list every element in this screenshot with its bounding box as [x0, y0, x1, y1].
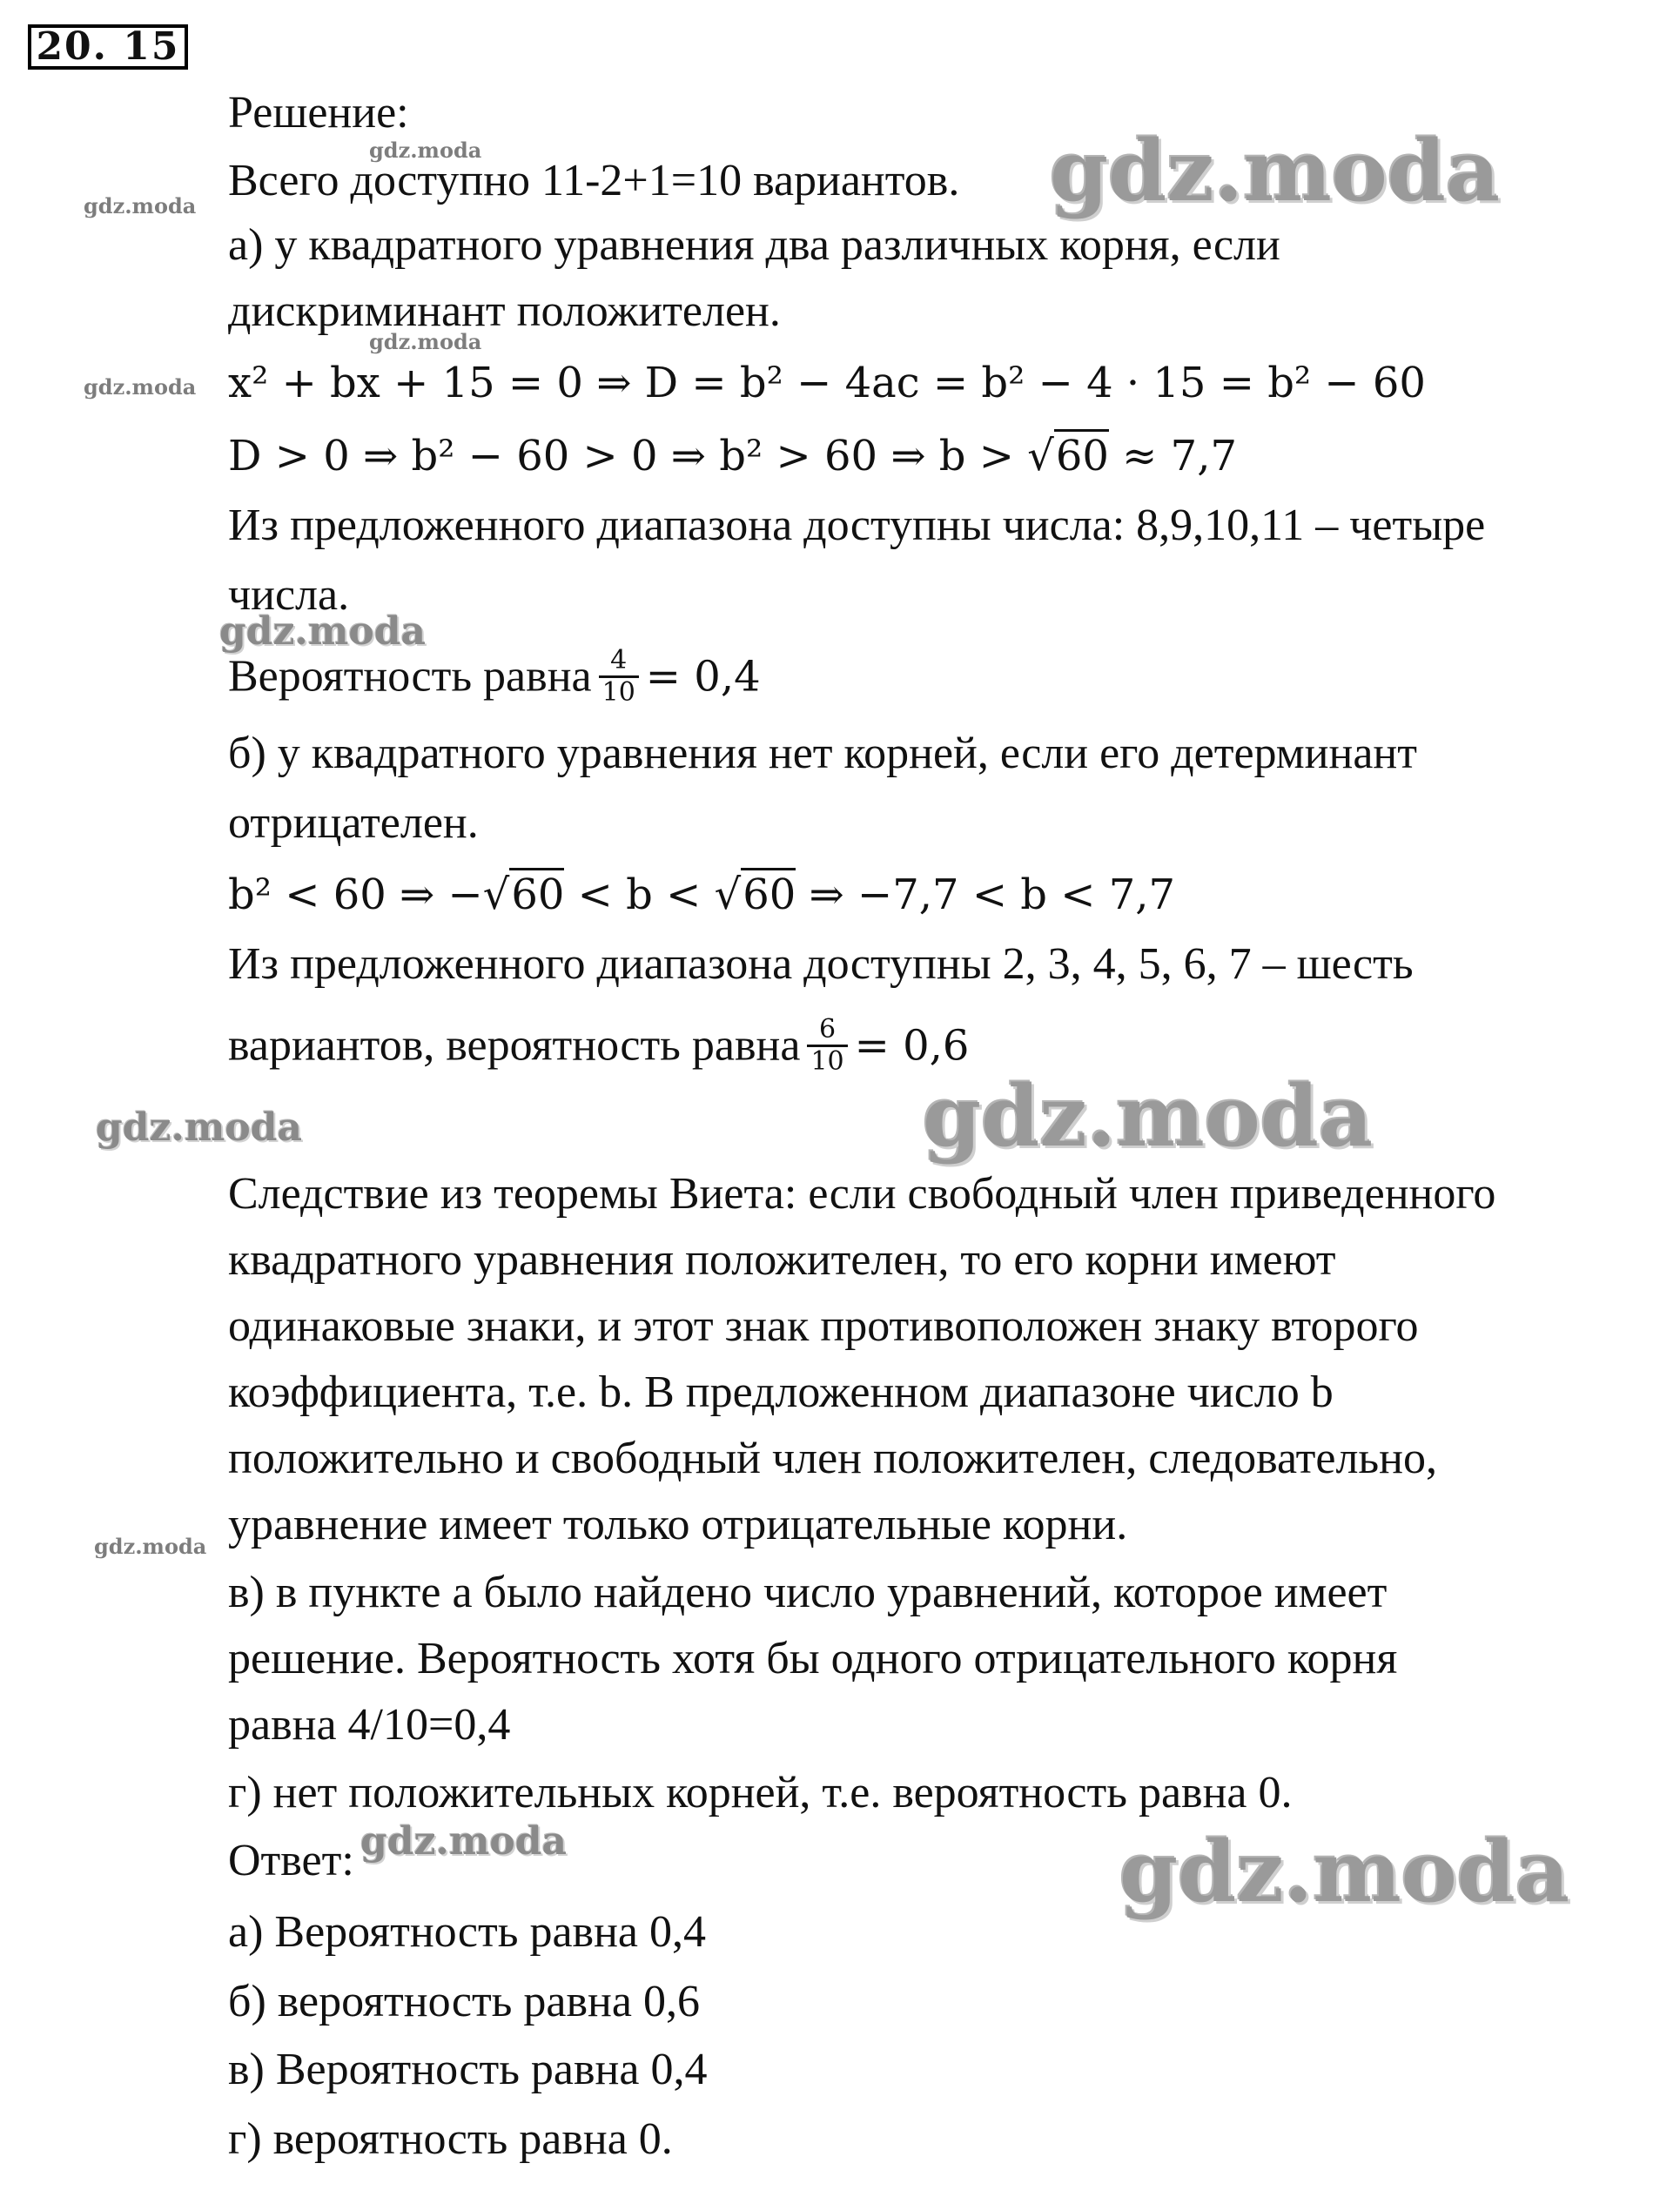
watermark: gdz.moda — [1050, 122, 1501, 220]
watermark: gdz.moda — [923, 1067, 1374, 1166]
vieta-line-3: одинаковые знаки, и этот знак противоположен знаку второго — [228, 1301, 1419, 1351]
probability-b-text: вариантов, вероятность равна — [228, 1020, 801, 1071]
fraction-6-10 — [807, 1015, 847, 1077]
answer-d: г) вероятность равна 0. — [228, 2114, 673, 2164]
part-c-line-1: в) в пункте а было найдено число уравнений, которое имеет — [228, 1568, 1388, 1617]
range-a-line-2: числа. — [228, 570, 350, 620]
fraction-numerator: 4 — [610, 645, 628, 675]
vieta-line-4: коэффициента, т.е. b. В предложенном диапазоне число b — [228, 1367, 1334, 1417]
vieta-line-1: Следствие из теоремы Виета: если свободный член приведенного — [228, 1169, 1496, 1219]
watermark: gdz.moda — [94, 1534, 207, 1559]
part-b-ineq-3: ⇒ −7,7 < b < 7,7 — [796, 870, 1176, 919]
part-a-line-1: а) у квадратного уравнения два различных корня, если — [228, 220, 1280, 270]
probability-b-result: = 0,6 — [854, 1021, 970, 1071]
probability-a-text: Вероятность равна — [228, 651, 592, 702]
range-a-line-1: Из предложенного диапазона доступны числа: 8,9,10,11 – четыре — [228, 501, 1486, 550]
answer-c: в) Вероятность равна 0,4 — [228, 2045, 708, 2094]
watermark: gdz.moda — [360, 1819, 568, 1864]
watermark: gdz.moda — [369, 138, 482, 163]
fraction-4-10 — [599, 646, 639, 708]
part-d-line: г) нет положительных корней, т.е. вероятность равна 0. — [228, 1768, 1293, 1817]
fraction-numerator: 6 — [819, 1014, 837, 1045]
answer-b: б) вероятность равна 0,6 — [228, 1977, 700, 2026]
sqrt-60-right: 60 — [741, 868, 796, 919]
part-b-ineq-1: b² < 60 ⇒ −√ — [228, 870, 510, 919]
part-c-line-3: равна 4/10=0,4 — [228, 1700, 511, 1750]
discriminant-formula: x² + bx + 15 = 0 ⇒ D = b² − 4ac = b² − 4 · 15 = b² − 60 — [228, 359, 1426, 407]
watermark: gdz.moda — [219, 609, 427, 654]
sqrt-60-left: 60 — [509, 868, 564, 919]
watermark: gdz.moda — [369, 329, 482, 354]
part-c-line-2: решение. Вероятность хотя бы одного отрицательного корня — [228, 1634, 1398, 1683]
inequality-part-2: ≈ 7,7 — [1108, 432, 1237, 480]
task-number-box: 20. 15 — [28, 24, 188, 70]
fraction-denominator: 10 — [807, 1045, 847, 1077]
answer-heading: Ответ: — [228, 1836, 354, 1885]
probability-a-result: = 0,4 — [645, 652, 761, 702]
sqrt-60: 60 — [1054, 429, 1109, 480]
part-b-inequality — [228, 869, 1175, 921]
total-variants-line: Всего доступно 11-2+1=10 вариантов. — [228, 156, 960, 205]
watermark: gdz.moda — [1119, 1823, 1570, 1921]
range-b-line-1: Из предложенного диапазона доступны 2, 3, 4, 5, 6, 7 – шесть — [228, 939, 1414, 989]
probability-b-line — [228, 1014, 970, 1080]
part-b-line-1: б) у квадратного уравнения нет корней, если его детерминант — [228, 729, 1417, 778]
watermark: gdz.moda — [84, 193, 197, 218]
vieta-line-2: квадратного уравнения положителен, то его корни имеют — [228, 1235, 1336, 1285]
vieta-line-5: положительно и свободный член положителен, следовательно, — [228, 1434, 1437, 1483]
vieta-line-6: уравнение имеет только отрицательные корни. — [228, 1500, 1128, 1549]
probability-a-line — [228, 645, 761, 711]
part-a-line-2: дискриминант положителен. — [228, 286, 781, 336]
part-b-line-2: отрицателен. — [228, 798, 479, 848]
solution-heading: Решение: — [228, 88, 409, 138]
inequality-part-1: D > 0 ⇒ b² − 60 > 0 ⇒ b² > 60 ⇒ b > √ — [228, 432, 1054, 480]
watermark: gdz.moda — [84, 374, 197, 400]
watermark: gdz.moda — [96, 1105, 303, 1150]
answer-a: а) Вероятность равна 0,4 — [228, 1907, 706, 1957]
part-b-ineq-2: < b < √ — [564, 870, 742, 919]
inequality-formula — [228, 430, 1237, 482]
fraction-denominator: 10 — [599, 675, 639, 708]
